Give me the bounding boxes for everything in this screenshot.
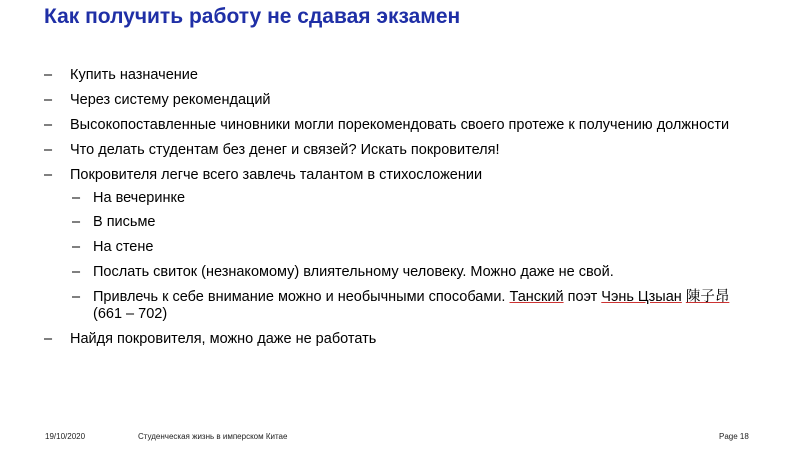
bullet-dash: –	[44, 167, 53, 183]
bullet-dash: –	[72, 289, 81, 305]
footer-subject: Студенческая жизнь в имперском Китае	[138, 432, 288, 441]
list-item	[44, 142, 500, 159]
item-text: Привлечь к себе внимание можно и необычными способами.	[93, 289, 510, 305]
list-item	[44, 117, 730, 134]
bullet-dash: –	[44, 331, 53, 347]
list-item	[44, 331, 377, 348]
item-text: Высокопоставленные чиновники могли порекомендовать своего протеже к получению должности	[70, 117, 730, 133]
item-text: Послать свиток (незнакомому) влиятельному человеку. Можно даже не свой.	[93, 264, 614, 280]
list-item	[44, 92, 271, 109]
slide-title: Как получить работу не сдавая экзамен	[44, 5, 461, 28]
list-item	[44, 67, 198, 84]
item-text: Покровителя легче всего завлечь талантом в стихосложении	[70, 167, 483, 183]
list-item	[44, 167, 483, 184]
sub-list-item	[72, 289, 730, 323]
sub-list-item	[72, 239, 154, 256]
link-chinese-name[interactable]: 陳子昂	[685, 289, 730, 305]
bullet-dash: –	[44, 117, 53, 133]
link-tang[interactable]: Танский	[509, 289, 564, 305]
bullet-dash: –	[72, 264, 81, 280]
item-text: Что делать студентам без денег и связей? Искать покровителя!	[70, 142, 500, 158]
bullet-dash: –	[44, 67, 53, 83]
item-text: На вечеринке	[93, 190, 186, 206]
footer-page-number: Page 18	[719, 432, 749, 441]
bullet-dash: –	[72, 214, 81, 230]
bullet-dash: –	[72, 239, 81, 255]
item-text: Найдя покровителя, можно даже не работать	[70, 331, 377, 347]
bullet-dash: –	[44, 92, 53, 108]
footer-date: 19/10/2020	[45, 432, 86, 441]
item-text: поэт	[563, 289, 602, 305]
item-text: Через систему рекомендаций	[70, 92, 271, 108]
item-text-years: (661 – 702)	[93, 306, 168, 322]
bullet-dash: –	[44, 142, 53, 158]
bullet-dash: –	[72, 190, 81, 206]
sub-list-item	[72, 190, 186, 207]
item-text: На стене	[93, 239, 154, 255]
sub-list-item	[72, 214, 156, 231]
item-text: Купить назначение	[70, 67, 198, 83]
link-chen-ziang[interactable]: Чэнь Цзыан	[601, 289, 682, 305]
item-text: В письме	[93, 214, 156, 230]
sub-list-item	[72, 264, 614, 281]
